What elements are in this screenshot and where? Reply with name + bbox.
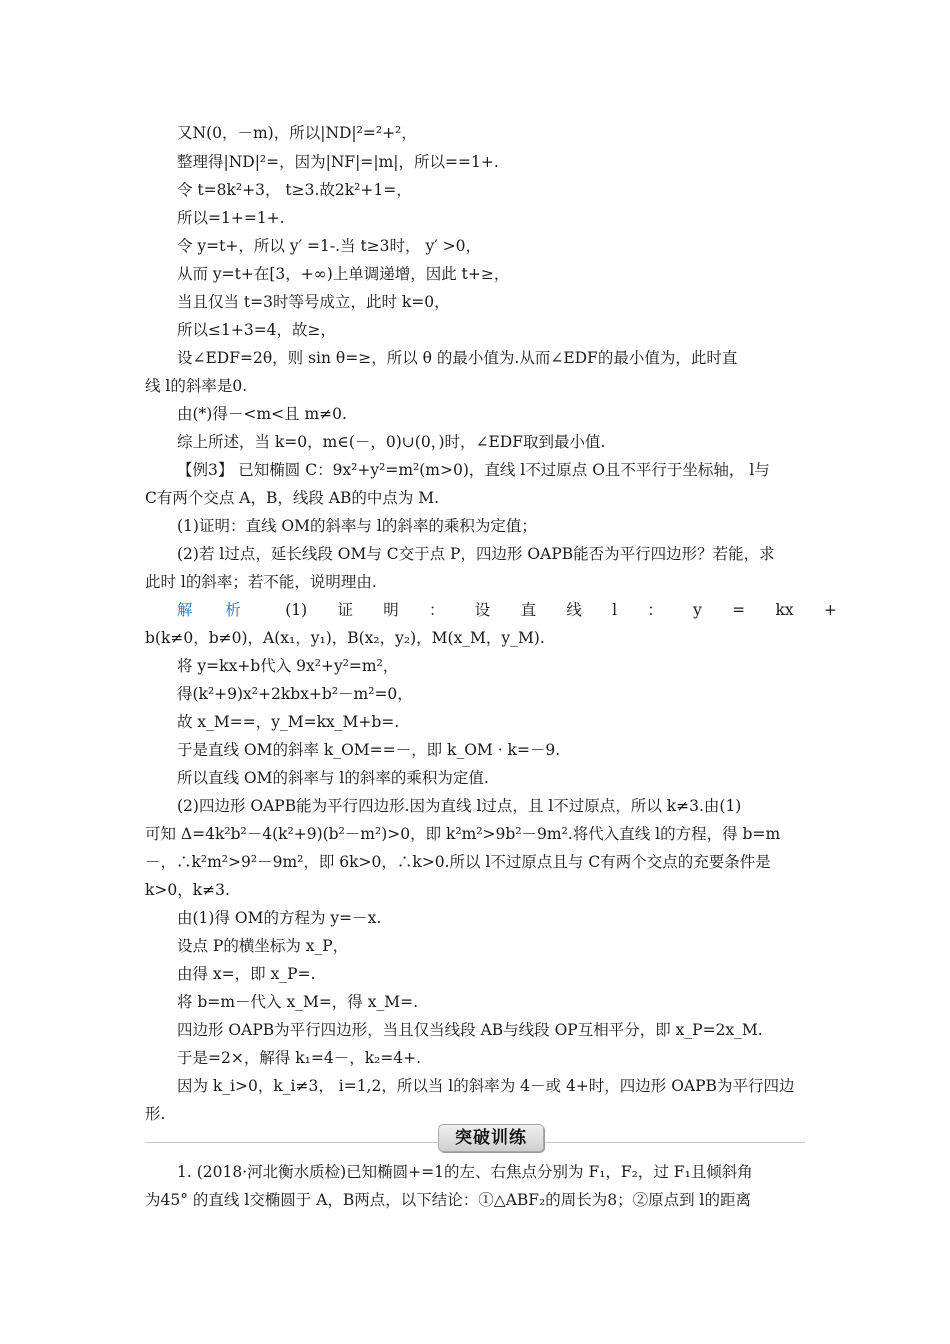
- text-line: 将 b=m－代入 x_M=，得 x_M=.: [177, 993, 419, 1011]
- text-line: 设点 P的横坐标为 x_P，: [177, 937, 349, 955]
- text-line: 可知 Δ=4k²b²－4(k²+9)(b²－m²)>0，即 k²m²>9b²－9m².将代入直线 l的方程，得 b=m: [145, 825, 781, 843]
- solution-label: 解 析: [177, 601, 255, 619]
- solution-line: [177, 600, 837, 620]
- solution-word: 直: [520, 601, 537, 619]
- text-line: 将 y=kx+b代入 9x²+y²=m²，: [177, 657, 399, 675]
- exercise-line: 1. (2018·河北衡水质检)已知椭圆+=1的左、右焦点分别为 F₁，F₂，过 F₁且倾斜角: [177, 1163, 753, 1181]
- text-line: 又N(0，－m)，所以|ND|²=²+²，: [177, 124, 417, 142]
- text-line: 由(1)得 OM的方程为 y=－x.: [177, 909, 382, 927]
- text-line: 当且仅当 t=3时等号成立，此时 k=0，: [177, 293, 450, 311]
- text-line: 令 t=8k²+3， t≥3.故2k²+1=，: [177, 181, 412, 199]
- example-heading: 【例3】 已知椭圆 C：9x²+y²=m²(m>0)，直线 l不过原点 O且不平行于坐标轴， l与: [177, 461, 770, 479]
- text-line: 综上所述，当 k=0，m∈(－，0)∪(0，)时，∠EDF取到最小值.: [177, 433, 606, 451]
- solution-word: 线: [566, 601, 582, 619]
- solution-word: l: [612, 601, 618, 619]
- text-line: k>0，k≠3.: [145, 881, 230, 899]
- text-line: －，∴k²m²>9²－9m²，即 6k>0，∴k>0.所以 l不过原点且与 C有两个交点的充要条件是: [145, 853, 771, 871]
- solution-word: 设: [474, 601, 491, 619]
- text-line: 故 x_M==，y_M=kx_M+b=.: [177, 713, 400, 731]
- solution-word: =: [732, 601, 746, 619]
- text-line: 此时 l的斜率；若不能，说明理由.: [145, 573, 377, 591]
- solution-word: y: [693, 601, 702, 619]
- text-line: 所以=1+=1+.: [177, 209, 285, 227]
- text-line: 于是=2×，解得 k₁=4－，k₂=4+.: [177, 1049, 422, 1067]
- text-line: 设∠EDF=2θ，则 sin θ=≥，所以 θ 的最小值为.从而∠EDF的最小值为，此时直: [177, 349, 738, 367]
- text-line: 整理得|ND|²=，因为|NF|=|m|，所以==1+.: [177, 153, 499, 171]
- text-line: 四边形 OAPB为平行四边形，当且仅当线段 AB与线段 OP互相平分，即 x_P=2x_M.: [177, 1021, 763, 1039]
- solution-word: ：: [647, 601, 663, 619]
- text-line: b(k≠0，b≠0)，A(x₁，y₁)，B(x₂，y₂)，M(x_M，y_M).: [145, 629, 545, 647]
- text-line: (1)证明：直线 OM的斜率与 l的斜率的乘积为定值；: [177, 517, 537, 535]
- solution-word: +: [823, 601, 837, 619]
- solution-word: ：: [429, 601, 445, 619]
- solution-word: (1): [285, 601, 308, 619]
- exercise-line: 为45° 的直线 l交椭圆于 A，B两点，以下结论：①△ABF₂的周长为8；②原点到 l的距离: [145, 1191, 752, 1209]
- text-line: 所以直线 OM的斜率与 l的斜率的乘积为定值.: [177, 769, 489, 787]
- text-line: 得(k²+9)x²+2kbx+b²－m²=0，: [177, 685, 413, 703]
- text-line: (2)若 l过点，延长线段 OM与 C交于点 P，四边形 OAPB能否为平行四边形？若能，求: [177, 545, 775, 563]
- text-line: 因为 k_i>0，k_i≠3， i=1,2，所以当 l的斜率为 4－或 4+时，四边形 OAPB为平行四边: [177, 1077, 795, 1095]
- text-line: 令 y=t+，所以 y′ =1-.当 t≥3时， y′ >0，: [177, 237, 482, 255]
- text-line: 于是直线 OM的斜率 k_OM==－，即 k_OM · k=－9.: [177, 741, 561, 759]
- text-line: 线 l的斜率是0.: [145, 377, 248, 395]
- text-line: 由(*)得－<m<且 m≠0.: [177, 405, 347, 423]
- section-banner: 突破训练: [438, 1124, 544, 1152]
- solution-word: kx: [775, 601, 794, 619]
- solution-word: 证: [337, 601, 353, 619]
- solution-word: 明: [383, 601, 399, 619]
- text-line: C有两个交点 A，B，线段 AB的中点为 M.: [145, 489, 440, 507]
- text-line: 由得 x=，即 x_P=.: [177, 965, 316, 983]
- text-line: 从而 y=t+在[3，+∞)上单调递增，因此 t+≥，: [177, 265, 510, 283]
- text-line: 形.: [145, 1105, 166, 1123]
- text-line: (2)四边形 OAPB能为平行四边形.因为直线 l过点，且 l不过原点，所以 k≠3.由(1): [177, 797, 742, 815]
- text-line: 所以≤1+3=4，故≥，: [177, 321, 337, 339]
